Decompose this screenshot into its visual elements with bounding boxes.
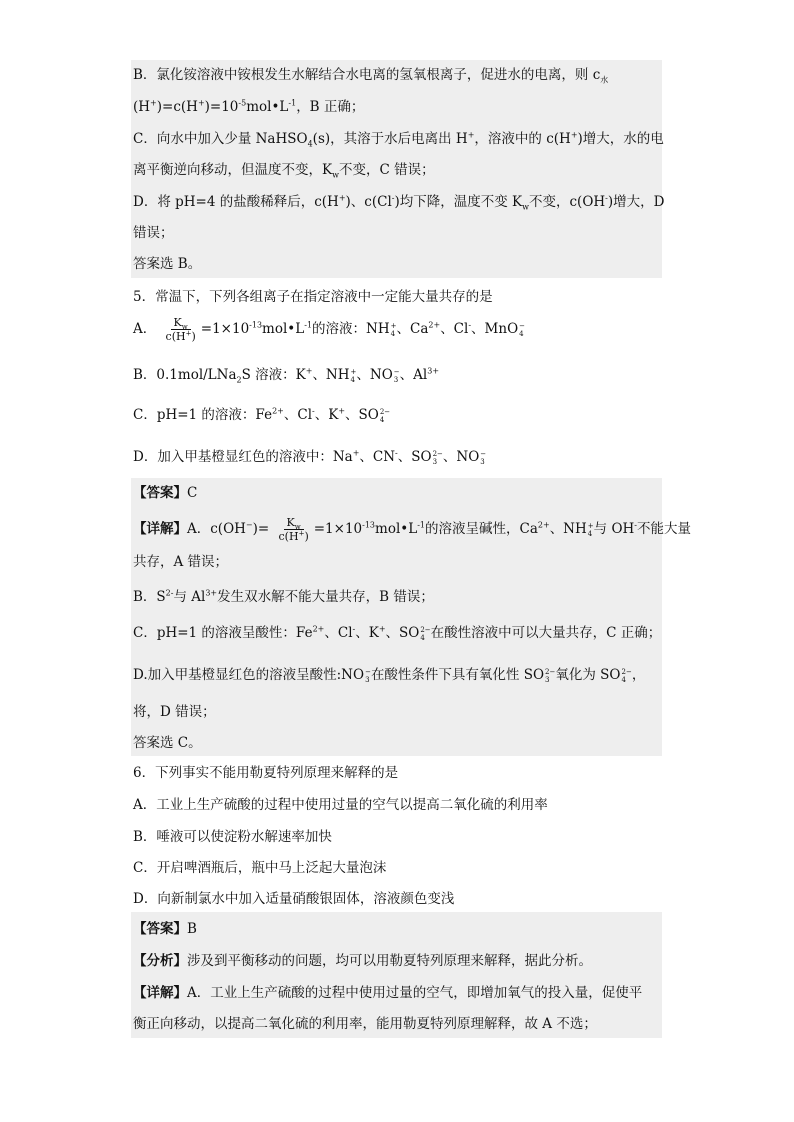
- q5-detail-d-line2: 将，D 错误；: [133, 704, 216, 720]
- q4-option-d-line1: D．将 pH=4 的盐酸稀释后，c(H+)、c(Cl-)均下降，温度不变 $K_w$不变，c(OH-)增大，D: [133, 193, 665, 212]
- q4-answer: 答案选 B。: [133, 256, 202, 272]
- q5-option-b: B．0.1mol/LNa$_2$S 溶液：K+、NH + 4 、NO − 3 、$Al^{3+}$: [133, 366, 440, 385]
- kw-fraction-detail: $\frac{K_w}{c(H^+)}$: [278, 516, 309, 543]
- q5-detail-a-line1: 【详解】A．c(OH−)= $\frac{K_w}{c(H^+)}$ $=1\times 10^{-13}mol•L^{-1}$的溶液呈碱性，$Ca^{2+}$、NH + 4 与 OH-不能大量: [133, 516, 691, 543]
- q4-option-c-line2: 离平衡逆向移动，但温度不变，$K_w$不变，C 错误；: [133, 162, 435, 180]
- q6-option-c: C．开启啤酒瓶后，瓶中马上泛起大量泡沫: [133, 860, 387, 876]
- q5-detail-a-line2: 共存，A 错误；: [133, 554, 229, 570]
- q5-option-a: A． $\frac{K_w}{c(H^+)}$ $=1\times 10^{-13}mol•L^{-1}$的溶液：NH + 4 、$Ca^{2+}$、Cl-、MnO − 4: [133, 316, 526, 343]
- q5-stem: 5．常温下，下列各组离子在指定溶液中一定能大量共存的是: [133, 289, 493, 305]
- q5-detail-d-line1: D.加入甲基橙显红色的溶液呈酸性:NO − 3 在酸性条件下具有氧化性 SO 2− 3 氧化为 SO 2− 4 ，: [133, 667, 646, 684]
- kw-fraction: $\frac{K_w}{c(H^+)}$: [165, 316, 196, 343]
- q5-detail-c: C．pH=1 的溶液呈酸性：$Fe^{2+}$、Cl-、K+、SO 2− 4 在酸性溶液中可以大量共存，C 正确；: [133, 624, 662, 642]
- q5-answer: 答案选 C。: [133, 735, 202, 751]
- q5-option-d: D．加入甲基橙显红色的溶液中：Na+、CN-、SO 2− 3 、NO − 3: [133, 448, 487, 466]
- q6-answer-line: 【答案】B: [133, 921, 197, 937]
- q5-detail-b: B．$S^{2-}$与 $Al^{3+}$发生双水解不能大量共存，B 错误；: [133, 588, 434, 605]
- q6-option-d: D．向新制氯水中加入适量硝酸银固体，溶液颜色变浅: [133, 891, 455, 907]
- q6-detail-line1: 【详解】A．工业上生产硫酸的过程中使用过量的空气，即增加氧气的投入量，促使平: [133, 985, 643, 1001]
- q5-answer-line: 【答案】C: [133, 485, 198, 501]
- q5-option-c: C．pH=1 的溶液：$Fe^{2+}$、Cl-、K+、SO 2− 4: [133, 406, 391, 424]
- q4-option-b-line2: $(H^+)=c(H^+)=10^{-5}mol•L^{-1}$，B 正确；: [133, 98, 365, 115]
- q4-option-c-line1: C．向水中加入少量 NaHSO$_4$(s)，其溶于水后电离出 H+，溶液中的 c(H+)增大，水的电: [133, 130, 664, 149]
- q6-option-b: B．唾液可以使淀粉水解速率加快: [133, 829, 332, 845]
- q4-option-d-line2: 错误；: [133, 225, 174, 241]
- q6-detail-line2: 衡正向移动，以提高二氧化硫的利用率，能用勒夏特列原理解释，故 A 不选；: [133, 1016, 597, 1032]
- q6-analysis-line: 【分析】涉及到平衡移动的问题，均可以用勒夏特列原理来解释，据此分析。: [133, 953, 592, 969]
- q6-stem: 6．下列事实不能用勒夏特列原理来解释的是: [133, 765, 399, 781]
- q6-option-a: A．工业上生产硫酸的过程中使用过量的空气以提高二氧化硫的利用率: [133, 797, 548, 813]
- q4-option-b-line1: B．氯化铵溶液中铵根发生水解结合水电离的氢氧根离子，促进水的电离，则 $c_水$: [133, 67, 609, 85]
